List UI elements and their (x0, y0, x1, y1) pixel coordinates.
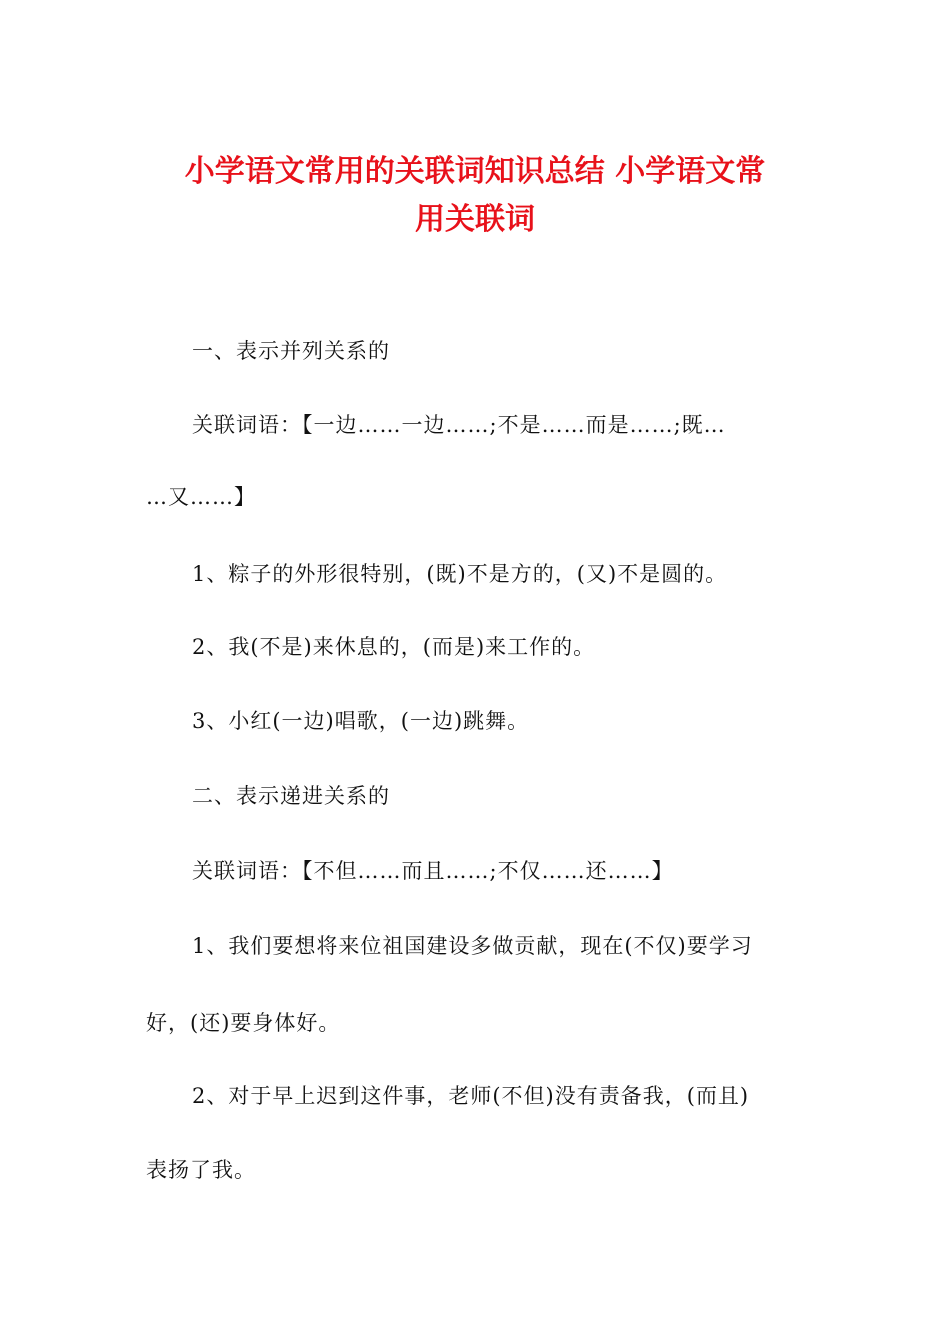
title-line-1: 小学语文常用的关联词知识总结 小学语文常 (184, 154, 766, 189)
title-line-2: 用关联词 (415, 202, 535, 237)
example-sentence: 2、对于早上迟到这件事，老师(不但)没有责备我，(而且) (192, 1084, 750, 1108)
example-sentence: 1、粽子的外形很特别，(既)不是方的，(又)不是圆的。 (192, 562, 728, 586)
example-sentence-cont: 好，(还)要身体好。 (146, 1011, 341, 1035)
example-sentence: 1、我们要想将来位祖国建设多做贡献，现在(不仅)要学习 (192, 934, 753, 958)
section-heading-progressive: 二、表示递进关系的 (192, 784, 390, 808)
document-title (130, 148, 820, 244)
example-sentence: 2、我(不是)来休息的，(而是)来工作的。 (192, 635, 596, 659)
section-heading-parallel: 一、表示并列关系的 (192, 339, 390, 363)
conjunction-list-progressive: 关联词语：【不但……而且……;不仅……还……】 (192, 859, 674, 883)
example-sentence: 3、小红(一边)唱歌，(一边)跳舞。 (192, 709, 530, 733)
example-sentence-cont: 表扬了我。 (146, 1158, 256, 1182)
conjunction-list-parallel-cont: …又……】 (146, 485, 256, 509)
conjunction-list-parallel: 关联词语：【一边……一边……;不是……而是……;既… (192, 413, 726, 437)
